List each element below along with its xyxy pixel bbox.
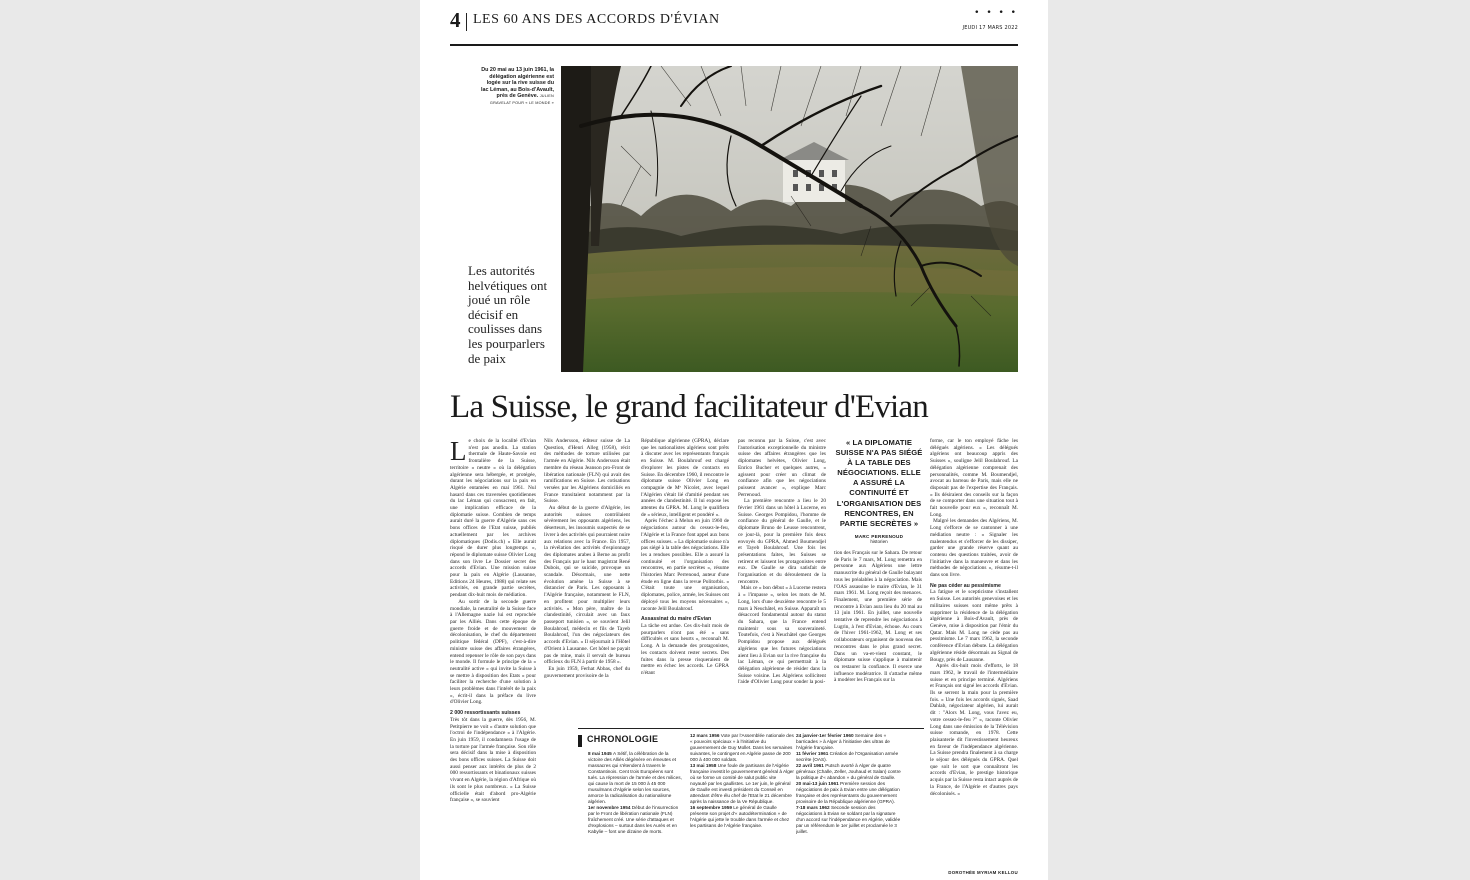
chronology-column-2	[690, 733, 794, 880]
paragraph: tion des Français sur le Sahara. De retour de Paris le 7 mars, M. Long remettra en personne aux Algériens une lettre manuscrite du général de Gaulle balayant tous les préalables à la négociation. Mais l'OAS assassine le maire d'Evian, le 31 mars 1961. M. Long reçoit des menaces. Finalement, une première série de rencontre à Evian aura lieu du 20 mai au 13 juin 1961. En juillet, une nouvelle tentative de reprendre les négociations à Lugrin, à l'est d'Evian, échoue. Au cours de l'hiver 1961-1962, M. Long et ses collaborateurs organisent de nouveau des rencontres dans le plus grand secret. Dans un va-et-vient constant, le diplomate suisse s'applique à maintenir ou restaurer la confiance. Il exerce une influence modératrice. Il s'attache même à modérer les Français sur la	[834, 550, 922, 684]
chronology-entry	[796, 751, 902, 763]
chronology-entry	[796, 781, 902, 805]
newspaper-page	[420, 0, 1048, 880]
photo-credit: JULIEN GRAVELAT POUR « LE MONDE »	[489, 94, 554, 105]
article-column-5	[834, 550, 922, 730]
chronology-date: 7-18 mars 1962	[796, 805, 831, 810]
chronology-column-3	[796, 733, 902, 880]
paragraph: pas reconnu par la Suisse, c'est avec l'autorisation exceptionnelle du ministre suisse des affaires étrangères que les diplomates helvètes, Olivier Long, Enrico Bucher et quelques autres, « agissent pour créer un climat de confiance afin que les négociations puissent avancer », explique Marc Perrenoud.	[738, 438, 826, 498]
drop-cap: L	[450, 438, 467, 466]
paragraph: Très tôt dans la guerre, dès 1956, M. Petitpierre ne voit « d'autre solution que l'octroi de l'indépendance » à l'Algérie. En juin 1959, il condamnera l'usage de la torture par l'armée française. Son rôle sera décisif dans la mise à disposition des bons offices suisses. La Suisse doit aussi penser aux intérêts de plus de 2 000 ressortissants et binationaux suisses vivant en Algérie, la région d'Afrique où ils sont le plus nombreux. « La Suisse officielle était d'abord pro-Algérie française », se souvient	[450, 716, 536, 804]
chronology-text: Vote par l'Assemblée nationale des « pouvoirs spéciaux » à l'initiative du gouvernement de Guy Mollet. Dans les semaines suivantes, le contingent en Algérie passe de 200 000 à 400 000 soldats.	[690, 733, 794, 762]
article-photo	[561, 66, 1018, 372]
chronology-entry	[588, 805, 684, 835]
chronology-date: 16 septembre 1959	[690, 805, 734, 810]
chronology-date: 12 mars 1956	[690, 733, 721, 738]
chronology-date: 8 mai 1945	[588, 751, 614, 756]
chronology-date: 13 mai 1958	[690, 763, 718, 768]
chronology-date: 11 février 1961	[796, 751, 830, 756]
chronology-text: Semaine des « barricades » à Alger à l'initiative des ultras de l'Algérie française.	[796, 733, 890, 750]
paragraph: Au sortir de la seconde guerre mondiale, la neutralité de la Suisse face à l'Allemagne nazie lui est reprochée par les Alliés. Dans cette époque de guerre froide et de mouvement de décolonisation, le chef du département politique fédéral (DPF), c'est-à-dire ministre suisse des affaires étrangères, entend repenser le rôle de son pays dans le monde. Il formule le principe de la « neutralité active » qui invite la Suisse à se mettre à disposition des Etats « pour faciliter la recherche d'une solution à leurs problèmes dans l'intérêt de la paix », écrit-il dans la préface du livre d'Olivier Long.	[450, 598, 536, 706]
chronology-text: Première session des négociations de paix à Evian entre une délégation française et des représentants du gouvernement provisoire de la République algérienne (GPRA).	[796, 781, 900, 804]
chronology-column-1	[588, 751, 684, 879]
header-separator	[466, 13, 467, 31]
chronology-date: 22 avril 1961	[796, 763, 826, 768]
chronology-text: Le général de Gaulle présente son projet d'« autodétermination » de l'Algérie qui jette le trouble dans l'armée et chez les partisans de l'Algérie française.	[690, 805, 790, 828]
subheading: Assassinat du maire d'Evian	[641, 616, 712, 623]
header-rule	[450, 44, 1018, 46]
header-dots: • • • •	[974, 8, 1018, 18]
page-number: 4	[450, 8, 461, 32]
chronology-marker	[578, 735, 582, 747]
pull-quote-role: historien	[870, 538, 888, 544]
paragraph: La fatigue et le scepticisme s'installent en Suisse. Les autorités genevoises et les militaires suisses sont même prêts à supprimer la résidence de la délégation algérienne à Bois-d'Avault, près de Genève, mise à disposition par l'émir du Qatar. Mais M. Long ne cède pas au pessimisme. Le 7 mars 1962, la seconde conférence d'Evian débute. La délégation algérienne réside désormais au Signal de Bougy, près de Lausanne.	[930, 589, 1018, 663]
chronology-text: Seconde session des négociations à Evian se soldant par la signature d'un accord sur l'indépendance en Algérie, validée par un référendum le 1er juillet et proclamée le 3 juillet.	[796, 805, 901, 834]
paragraph: En juin 1959, Ferhat Abbas, chef du gouvernement provisoire de la	[544, 665, 630, 679]
issue-date: JEUDI 17 MARS 2022	[962, 25, 1018, 31]
chronology-entry	[588, 751, 684, 805]
article-column-6	[930, 438, 1018, 868]
paragraph: La tâche est ardue. Ces dix-huit mois de pourparlers n'ont pas été « sans difficultés et sans heurts », reconnaît M. Long. A la demande des protagonistes, les contacts doivent rester secrets. Des fuites dans la presse risqueraient de mettre en échec les accords. Le GPRA n'étant	[641, 622, 729, 676]
page-header	[450, 6, 1018, 44]
caption-text: Du 20 mai au 13 juin 1961, la délégation algérienne est logée sur la rive suisse du lac Léman, au Bois-d'Avault, près de Genève.	[481, 67, 554, 100]
paragraph: Au début de la guerre d'Algérie, les autorités suisses contrôlaient sévèrement les opposants algériens, les déserteurs, les insoumis suspectés de se livrer à des activités qui pourraient nuire aux relations avec la France. En 1957, la révélation des activités d'espionnage des diplomates arabes à Berne au profit des Français par le haut magistrat René Dubois, qui se suicide, provoque un scandale. Désormais, une nette évolution amène la Suisse à se distancier de Paris. Les opposants à l'Algérie française, notamment le FLN, en profitent pour multiplier leurs activités. « Mon père, maître de la clandestinité, circulait avec un faux passeport tunisien », se souvient Jelil Boulahrouf, médecin et fils de Tayeb Boulahrouf, l'un des négociateurs des accords d'Evian. « Il séjournait à l'Hôtel d'Orient à Lausanne. Cet hôtel ne payait pas de mine, mais il servait de bureau officieux du FLN à partir de 1958 ».	[544, 505, 630, 666]
chronology-entry	[690, 763, 794, 805]
pull-quote	[835, 438, 923, 544]
section-title: LES 60 ANS DES ACCORDS D'ÉVIAN	[473, 12, 720, 27]
chronology-title: CHRONOLOGIE	[587, 734, 659, 744]
chronology-entry	[796, 805, 902, 835]
chronology-text: Putsch avorté à Alger de quatre généraux (Challe, Zeller, Jouhaud et Salan) contre la politique d'« abandon » du général de Gaulle.	[796, 763, 901, 780]
author-signature: DOROTHÉE MYRIAM KELLOU	[948, 870, 1018, 875]
subheading: Ne pas céder au pessimisme	[930, 582, 1001, 589]
paragraph: Après dix-huit mois d'efforts, le 18 mars 1962, le travail de l'intermédiaire suisse et en principe terminé. Algériens et Français ont signé les accords d'Evian. Ils se serrent la main pour la première fois. « Une fois les accords signés, Saad Dahlab, négociateur algérien, lui aurait dit : "Alors M. Long, vous l'avez eu, votre cessez-le-feu ?" », raconte Olivier Long dans une émission de la Télévision suisse romande, en 1978. Cette plaisanterie dit l'investissement heureux en faveur de l'indépendance algérienne. La Suisse prendra finalement à sa charge le séjour des délégués du GPRA. Quel que soit le sort que connaîtront les accords d'Evian, le prestige historique acquis par la Suisse resta intact auprès de la France, de l'Algérie et d'autres pays décolonisés. »	[930, 663, 1018, 797]
paragraph: République algérienne (GPRA), déclare que les nationalistes algériens sont prêts à discuter avec les représentants français en Suisse. M. Boulahrouf est chargé d'explorer les pistes de contacts en Suisse. En décembre 1960, il rencontre le diplomate suisse Olivier Long en compagnie de Mᵉ Nicolet, avec lequel l'Algérien s'était lié d'amitié pendant ses années de clandestinité. Il lui expose les attentes du GPRA. M. Long le qualifiera de « sérieux, intelligent et pondéré ».	[641, 438, 729, 518]
paragraph: Après l'échec à Melun en juin 1960 de négociations autour du cessez-le-feu, l'Algérie et la France font appel aux bons offices suisses. « La diplomatie suisse n'a pas siégé à la table des négociations. Elle les a rendues possibles. Elle a assuré la continuité et l'organisation des rencontres, en partie secrètes », résume l'historien Marc Perrenoud, auteur d'une étude en ligne dans la revue Politorbis. « C'était toute une organisation, diplomates, police, armée, les Suisses ont déployé tous les moyens nécessaires », raconte Jelil Boulahrouf.	[641, 518, 729, 612]
paragraph: Mais ce « bon début » à Lucerne restera à « l'impasse », selon les mots de M. Long, lors d'une deuxième rencontre le 5 mars à Neuchâtel, en Suisse. Apparaît un désaccord fondamental autour du statut du Sahara, que la France entend maintenir sous sa souveraineté. Toutefois, c'est à Neuchâtel que Georges Pompidou propose aux délégués algériens que les futures négociations aient lieu à Evian sur la rive française du lac Léman, ce qui permettrait à la délégation algérienne de résider dans la Suisse voisine. Les Algériens sollicitent l'aide d'Olivier Long pour sonder la posi-	[738, 585, 826, 686]
chronology-entry	[796, 763, 902, 781]
chronology-text: Début de l'insurrection par le Front de libération nationale (FLN) fraîchement créé. Une série d'attaques et d'explosions – surtout dans les Aurès et en Kabylie – font une dizaine de morts.	[588, 805, 679, 834]
chronology-box	[578, 728, 924, 880]
paragraph: La première rencontre a lieu le 20 février 1961 dans un hôtel à Lucerne, en Suisse. Georges Pompidou, l'homme de confiance du général de Gaulle, et le diplomate Bruno de Leusse rencontrent, ce jour-là, pour la première fois deux envoyés du GPRA, Ahmed Boumendjel et Tayeb Boulahrouf. Une fois les présentations faites, les Suisses se retirent et laissent les protagonistes entre eux. De Gaulle se dira satisfait de l'organisation et du déroulement de la rencontre.	[738, 498, 826, 585]
pull-quote-author: MARC PERRENOUD	[854, 533, 904, 539]
article-column-1	[450, 438, 536, 880]
article-column-3	[641, 438, 729, 730]
chronology-date: 24 janvier-1er février 1960	[796, 733, 855, 738]
paragraph: forme, car le ton employé fâche les délégués algériens. « Les délégués algériens ont beaucoup appris des Suisses », souligne Jelil Boulahrouf. La délégation algérienne comprenait des personnalités, comme M. Boumendjel, avocat au barreau de Paris, mais elle ne disposait pas de l'expertise des Français. « Ils désiraient des conseils sur la façon de se comporter dans une situation tout à fait nouvelle pour eux », reconnaît M. Long.	[930, 438, 1018, 518]
chronology-text: A Sétif, la célébration de la victoire des Alliés dégénère en émeutes et massacres qui s'étendent à travers le Constantinois. Cent trois Européens sont tués. La répression de l'armée et des milices, qui cause la mort de 15 000 à 45 000 musulmans d'Algérie selon les sources, amorce la radicalisation du nationalisme algérien.	[588, 751, 682, 804]
paragraph: Malgré les demandes des Algériens, M. Long s'efforce de se cantonner à une médiation neutre : « Signaler les malentendus et s'efforcer de les dissiper, garder une grande réserve quant au contenu des questions traitées, avoir de l'initiative dans la manœuvre et dans les méthodes de négociations », résume-t-il dans son livre.	[930, 518, 1018, 579]
chronology-date: 20 mai-13 juin 1961	[796, 781, 841, 786]
photo-caption	[478, 67, 554, 107]
article-headline: La Suisse, le grand facilitateur d'Evian	[450, 389, 928, 425]
chronology-text: Création de l'Organisation armée secrète (OAS).	[796, 751, 899, 762]
subheading: 2 000 ressortissants suisses	[450, 710, 521, 717]
chronology-text: Une foule de partisans de l'Algérie française investit le gouvernement général à Alger où se forme un comité de salut public vite noyauté par les gaullistes. Le 1er juin, le général de Gaulle est investi président du Conseil en attendant d'être élu chef de l'Etat le 21 décembre après la naissance de la Ve République.	[690, 763, 794, 804]
paragraph: Nils Andersson, éditeur suisse de La Question, d'Henri Alleg (1958), récit des méthodes de torture utilisées par l'armée en Algérie. Nils Andersson était membre du réseau Jeanson pro-Front de libération nationale (FLN) qui avait des ramifications en Suisse. Les cotisations versées par les Algériens domiciliés en France transitaient notamment par la Suisse.	[544, 438, 630, 505]
chronology-entry	[690, 805, 794, 829]
chronology-date: 1er novembre 1954	[588, 805, 632, 810]
chronology-entry	[690, 733, 794, 763]
paragraph: e choix de la localité d'Evian n'est pas anodin. La station thermale de Haute-Savoie est frontalière de la Suisse, territoire « neutre » où la délégation algérienne sera hébergée, et protégée, durant les négociations sur la paix en Algérie entamées en mai 1961. Nul hasard dans ces traversées quotidiennes du lac Léman qui consacrent, en fait, une implication efficace de la diplomatie suisse. Combien de temps aurait duré la guerre d'Algérie sans ces bons offices de l'Etat suisse, publiés actuellement par les archives diplomatiques (Dodis.ch) « Elle aurait risqué de durer plus longtemps », répond le diplomate suisse Olivier Long dans son livre Le Dossier secret des accords d'Evian. Une mission suisse pour la paix en Algérie (Lausanne, Editions 24 Heures, 1988) qui relate ses activités, en grande partie secrètes, pendant dix-huit mois de médiation.	[450, 438, 536, 599]
article-column-4	[738, 438, 826, 720]
standfirst: Les autorités helvétiques ont joué un rôle décisif en coulisses dans les pourparlers de paix	[468, 263, 548, 366]
chronology-entry	[796, 733, 902, 751]
pull-quote-text: « LA DIPLOMATIE SUISSE N'A PAS SIÉGÉ À LA TABLE DES NÉGOCIATIONS. ELLE A ASSURÉ LA CONTINUITÉ ET L'ORGANISATION DES RENCONTRES, EN PARTIE SECRÈTES »	[835, 438, 923, 528]
